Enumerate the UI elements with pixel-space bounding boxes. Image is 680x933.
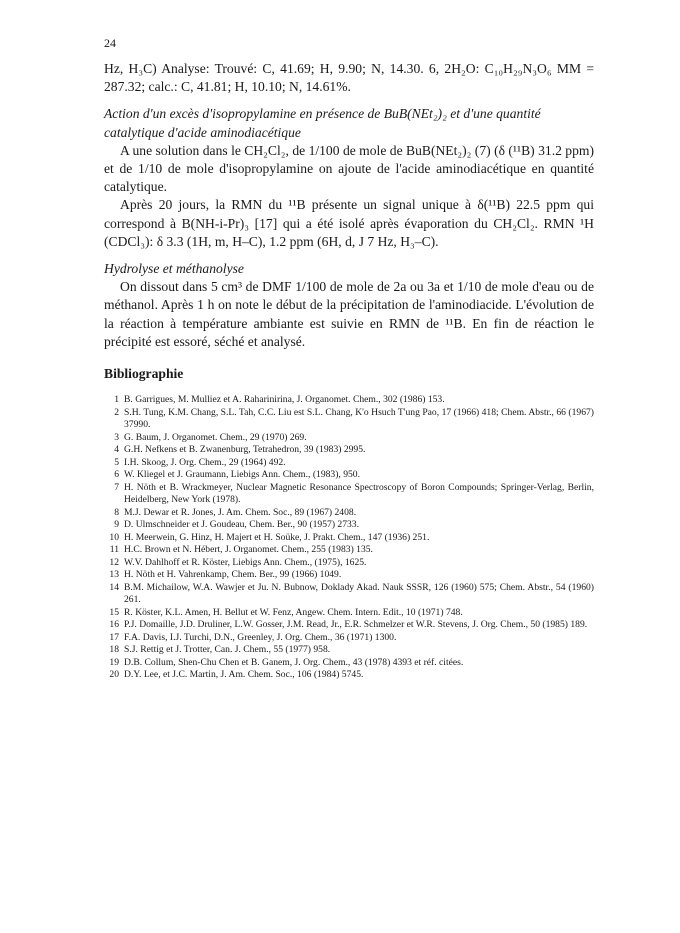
reference-number: 11 (109, 544, 119, 556)
reference-number: 7 (114, 481, 119, 493)
procedure-paragraph: A une solution dans le CH₂Cl₂, de 1/100 de mole de BuB(NEt₂)₂ (7) (δ (¹¹B) 31.2 ppm) et de 1/10 de mole d'isopropylamine on ajoute de l'acide aminodiacétique en quantité catalytique. (104, 142, 594, 195)
reference-text: H.C. Brown et N. Hébert, J. Organomet. Chem., 255 (1983) 135. (124, 544, 373, 556)
reference-number: 18 (109, 644, 119, 656)
reference-item (104, 444, 594, 457)
reference-number: 9 (114, 519, 119, 531)
reference-item (104, 619, 594, 632)
reference-number: 17 (109, 631, 119, 643)
reference-item (104, 457, 594, 470)
reference-text: S.H. Tung, K.M. Chang, S.L. Tah, C.C. Liu est S.L. Chang, K'o Hsuch T'ung Pao, 17 (1966) 418; Chem. Abstr., 66 (1967) 37990. (124, 406, 594, 431)
reference-item (104, 544, 594, 557)
reference-item (104, 469, 594, 482)
nmr-result-paragraph: Après 20 jours, la RMN du ¹¹B présente un signal unique à δ(¹¹B) 22.5 ppm qui correspond à B(NH-i-Pr)₃ [17] qui a été isolé après évaporation du CH₂Cl₂. RMN ¹H (CDCl₃): δ 3.3 (1H, m, H–C), 1.2 ppm (6H, d, J 7 Hz, H₃–C). (104, 197, 594, 249)
reference-item (104, 644, 594, 657)
bibliography-heading: Bibliographie (104, 366, 184, 382)
reference-item (104, 582, 594, 607)
analysis-paragraph: Hz, H₃C) Analyse: Trouvé: C, 41.69; H, 9.90; N, 14.30. 6, 2H₂O: C₁₀H₂₉N₃O₆ MM = 287.32; calc.: C, 41.81; H, 10.10; N, 14.61%. (104, 61, 594, 95)
reference-text: H. Meerwein, G. Hinz, H. Majert et H. Soüke, J. Prakt. Chem., 147 (1936) 251. (124, 531, 430, 543)
reference-text: M.J. Dewar et R. Jones, J. Am. Chem. Soc., 89 (1967) 2408. (124, 506, 357, 518)
reference-text: G. Baum, J. Organomet. Chem., 29 (1970) 269. (124, 431, 307, 443)
reference-item (104, 632, 594, 645)
reference-number: 5 (114, 456, 119, 468)
reference-text: F.A. Davis, I.J. Turchi, D.N., Greenley, J. Org. Chem., 36 (1971) 1300. (124, 631, 397, 643)
reference-item (104, 669, 594, 682)
reference-item (104, 507, 594, 520)
reference-number: 10 (109, 531, 119, 543)
section-heading-hydrolysis: Hydrolyse et méthanolyse (104, 261, 244, 277)
reference-item (104, 407, 594, 432)
reference-number: 13 (109, 569, 119, 581)
reference-text: P.J. Domaille, J.D. Druliner, L.W. Gosser, J.M. Read, Jr., E.R. Schmelzer et W.R. Stevens, J. Org. Chem., 50 (1985) 189. (124, 619, 588, 631)
reference-item (104, 532, 594, 545)
reference-number: 1 (114, 394, 119, 406)
reference-item (104, 432, 594, 445)
reference-text: H. Nöth et H. Vahrenkamp, Chem. Ber., 99 (1966) 1049. (124, 569, 342, 581)
reference-text: D.Y. Lee, et J.C. Martin, J. Am. Chem. Soc., 106 (1984) 5745. (124, 669, 364, 681)
hydrolysis-paragraph: On dissout dans 5 cm³ de DMF 1/100 de mole de 2a ou 3a et 1/10 de mole d'eau ou de méthanol. Après 1 h on note le début de la précipitation de l'aminodiacide. L'évolution de la réaction à température ambiante est suivie en RMN de ¹¹B. En fin de réaction le précipité est essoré, séché et analysé. (104, 279, 594, 349)
reference-number: 2 (114, 406, 119, 418)
reference-text: G.H. Nefkens et B. Zwanenburg, Tetrahedron, 39 (1983) 2995. (124, 444, 366, 456)
reference-text: D.B. Collum, Shen-Chu Chen et B. Ganem, J. Org. Chem., 43 (1978) 4393 et réf. citées. (124, 656, 464, 668)
reference-number: 3 (114, 431, 119, 443)
section-heading-isopropylamine: Action d'un excès d'isopropylamine en présence de BuB(NEt₂)₂ et d'une quantité catalytique d'acide aminodiacétique (104, 106, 541, 140)
reference-number: 16 (109, 619, 119, 631)
reference-number: 6 (114, 469, 119, 481)
page-number: 24 (104, 36, 116, 50)
reference-item (104, 519, 594, 532)
reference-number: 12 (109, 556, 119, 568)
reference-item (104, 482, 594, 507)
reference-number: 20 (109, 669, 119, 681)
reference-text: D. Ulmschneider et J. Goudeau, Chem. Ber., 90 (1957) 2733. (124, 519, 360, 531)
reference-number: 8 (114, 506, 119, 518)
reference-text: I.H. Skoog, J. Org. Chem., 29 (1964) 492. (124, 456, 286, 468)
reference-list (104, 394, 594, 682)
reference-item (104, 657, 594, 670)
reference-text: B. Garrigues, M. Mulliez et A. Raharinirina, J. Organomet. Chem., 302 (1986) 153. (124, 394, 445, 406)
reference-number: 14 (109, 581, 119, 593)
body-text (104, 60, 594, 351)
reference-number: 19 (109, 656, 119, 668)
reference-item (104, 607, 594, 620)
reference-number: 15 (109, 606, 119, 618)
reference-text: S.J. Rettig et J. Trotter, Can. J. Chem., 55 (1977) 958. (124, 644, 331, 656)
reference-item (104, 394, 594, 407)
reference-text: W.V. Dahlhoff et R. Köster, Liebigs Ann. Chem., (1975), 1625. (124, 556, 367, 568)
reference-text: R. Köster, K.L. Amen, H. Bellut et W. Fenz, Angew. Chem. Intern. Edit., 10 (1971) 748. (124, 606, 463, 618)
reference-text: B.M. Michailow, W.A. Wawjer et Ju. N. Bubnow, Doklady Akad. Nauk SSSR, 126 (1960) 575; Chem. Abstr., 54 (1960) 261. (124, 581, 594, 606)
reference-item (104, 557, 594, 570)
reference-item (104, 569, 594, 582)
document-page (104, 36, 594, 682)
reference-text: H. Nöth et B. Wrackmeyer, Nuclear Magnetic Resonance Spectroscopy of Boron Compounds; Springer-Verlag, Berlin, Heidelberg, New York (1978). (124, 481, 594, 506)
reference-number: 4 (114, 444, 119, 456)
reference-text: W. Kliegel et J. Graumann, Liebigs Ann. Chem., (1983), 950. (124, 469, 360, 481)
